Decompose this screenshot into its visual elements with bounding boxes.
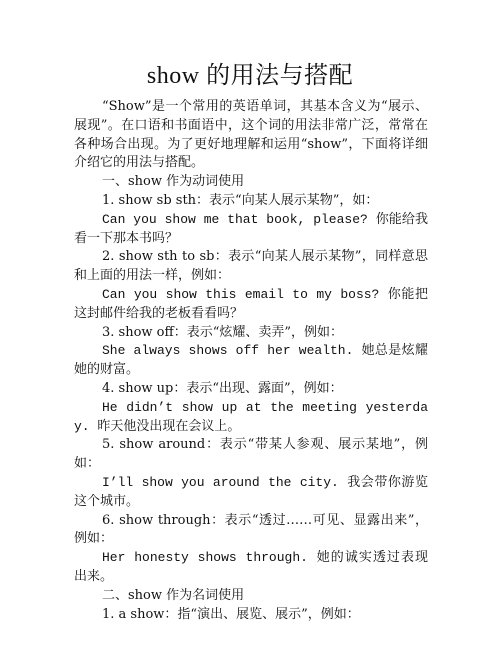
- document-title: show 的用法与搭配: [146, 63, 354, 89]
- usage-item-2: 2. show sth to sb：表示“向某人展示某物”，同样意思和上面的用法一样，例如：: [74, 249, 428, 284]
- usage-item-5: 5. show around：表示“带某人参观、展示某地”，例如：: [74, 437, 428, 472]
- example-3: She always shows off her wealth. 她总是炫耀她的财富。: [74, 343, 428, 378]
- example-2: Can you show this email to my boss? 你能把这封邮件给我的老板看看吗？: [74, 286, 428, 321]
- usage-item-3: 3. show off：表示“炫耀、卖弄”，例如：: [102, 324, 344, 340]
- example-1: Can you show me that book, please? 你能给我看一下那本书吗？: [74, 211, 428, 246]
- intro-paragraph: “Show”是一个常用的英语单词，其基本含义为“展示、展现”。在口语和书面语中，这个词的用法非常广泛，常常在各种场合出现。为了更好地理解和运用“show”，下面将详细介绍它的用法与搭配。: [74, 99, 428, 171]
- section-heading-noun: 二、show 作为名词使用: [102, 587, 245, 603]
- section-heading-verb: 一、show 作为动词使用: [102, 174, 245, 190]
- usage-item-4: 4. show up：表示“出现、露面”，例如：: [102, 380, 343, 396]
- example-6: Her honesty shows through. 她的诚实透过表现出来。: [74, 550, 428, 584]
- usage-item-noun-1: 1. a show：指“演出、展览、展示”，例如：: [102, 606, 360, 622]
- usage-item-6: 6. show through：表示“透过……可见、显露出来”，例如：: [74, 512, 428, 547]
- example-4: He didn’t show up at the meeting yesterday. 昨天他没出现在会议上。: [74, 399, 428, 434]
- example-5: I’ll show you around the city. 我会带你游览这个城市。: [74, 474, 428, 509]
- document-body: [74, 98, 428, 624]
- usage-item-1: 1. show sb sth：表示“向某人展示某物”，如：: [102, 192, 379, 208]
